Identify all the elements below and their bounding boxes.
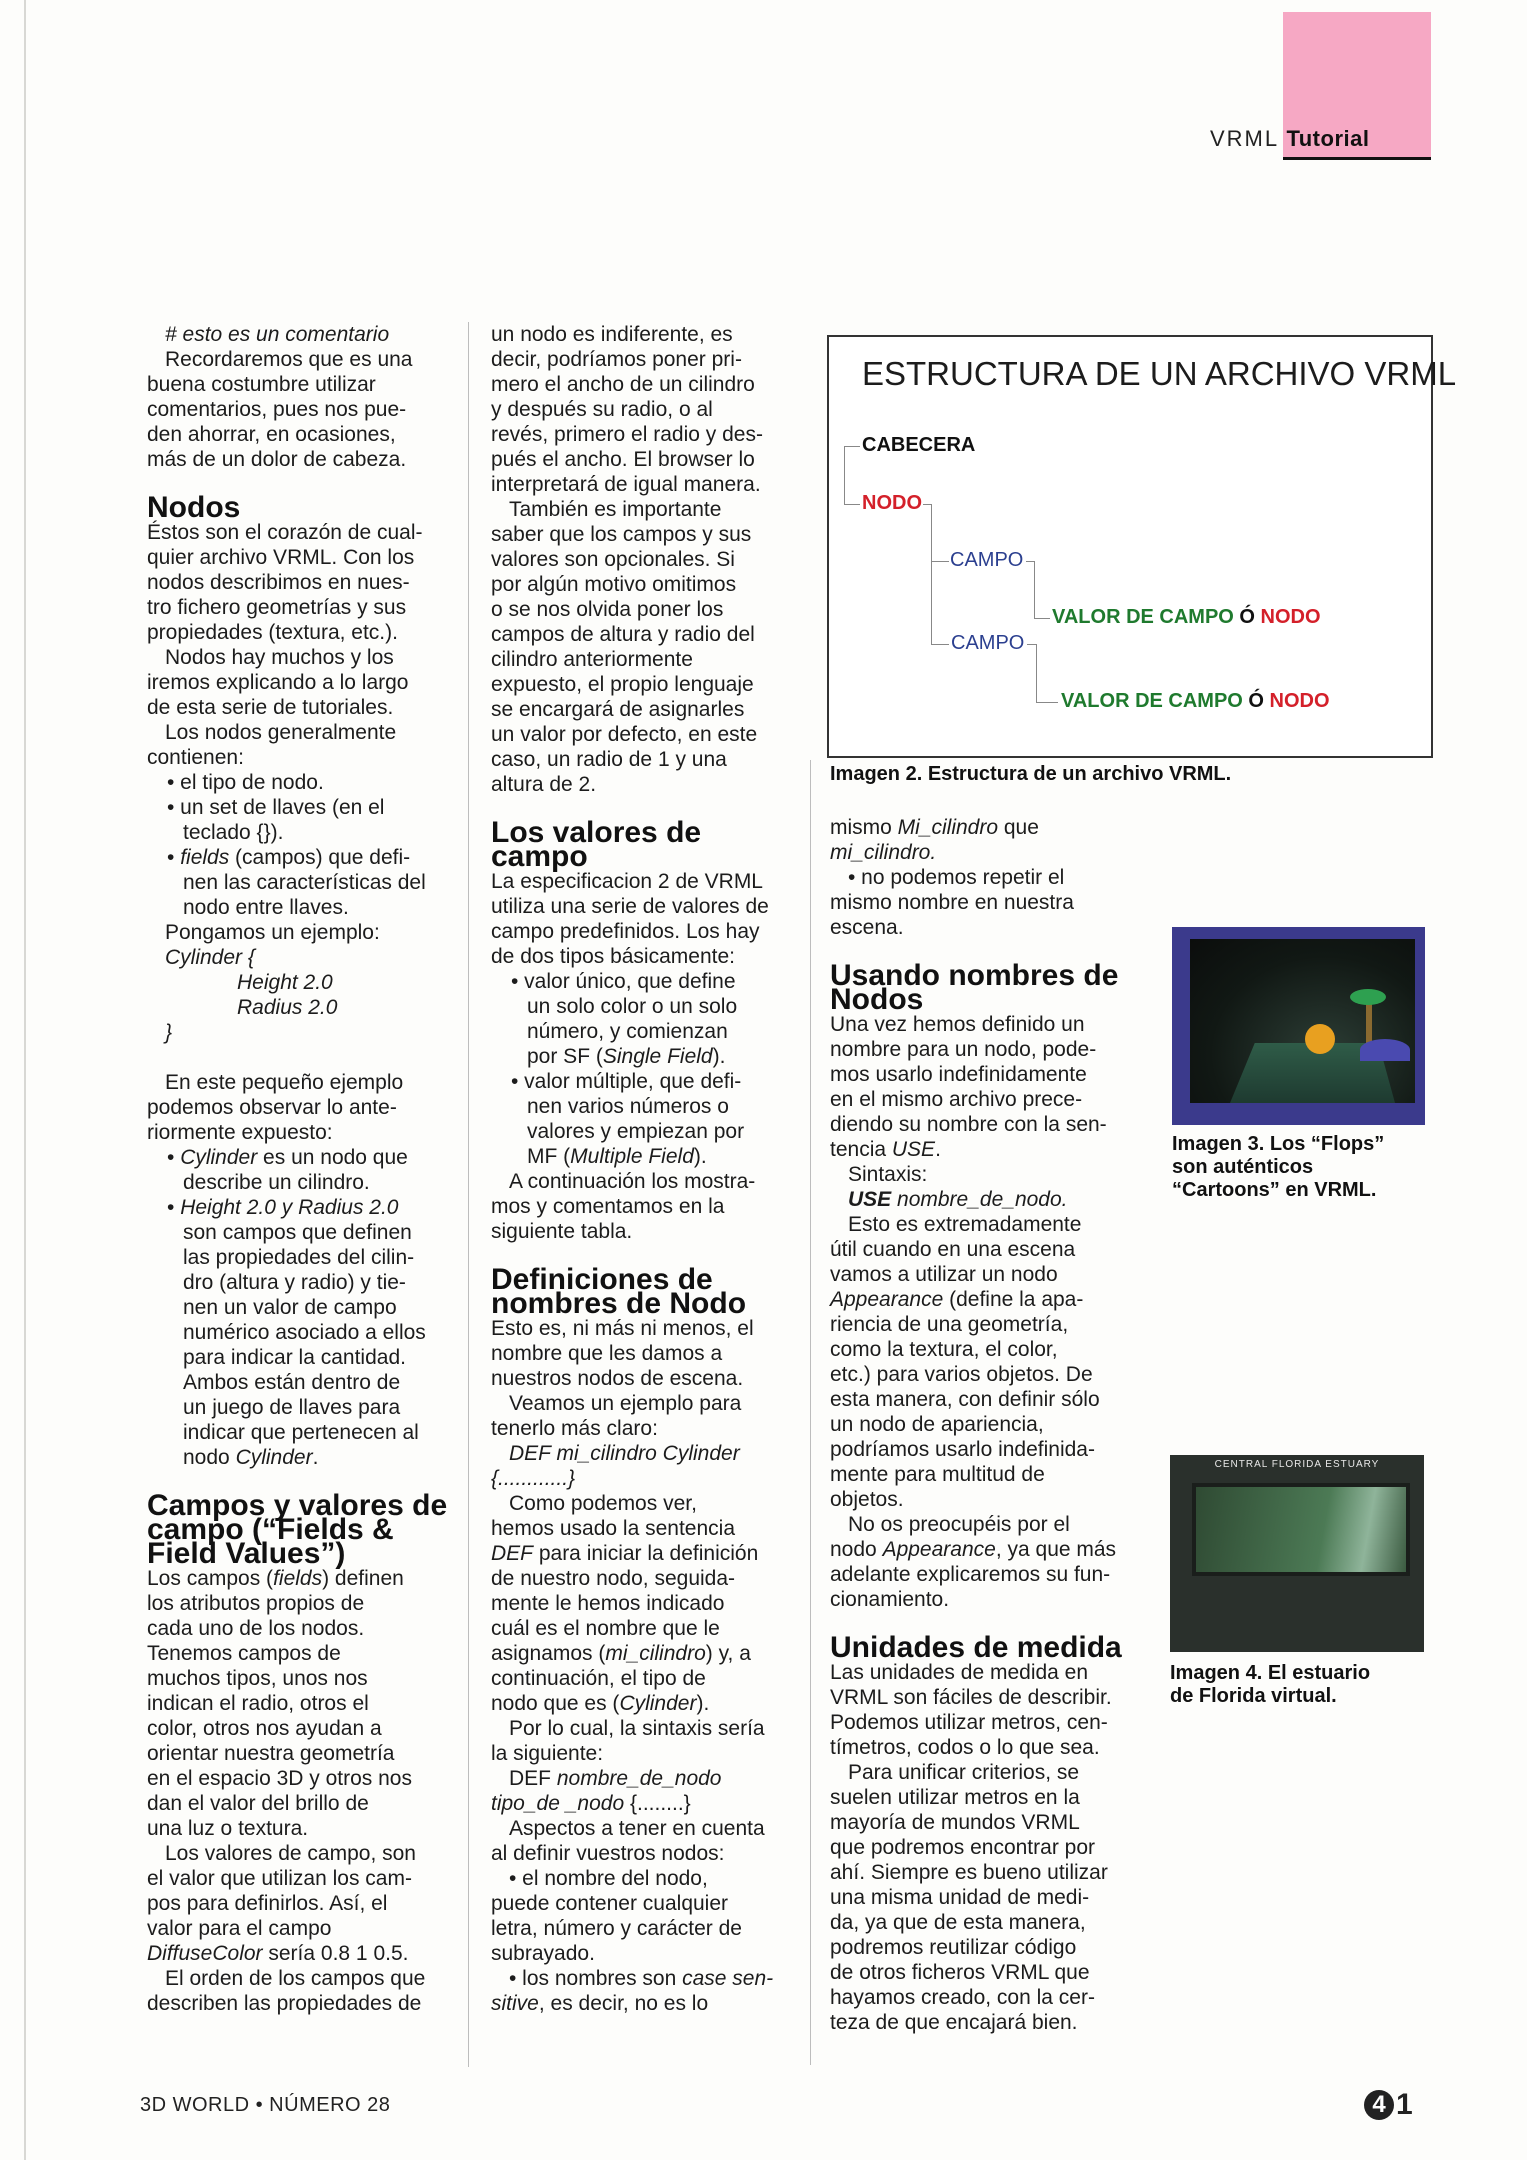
node-label: NODO [1269,690,1330,712]
text-run: Esto es, ni más ni menos, el nombre que les damos a nuestros nodos de escena. [491,1317,754,1390]
spacer [147,1045,457,1070]
paragraph [830,865,1150,940]
text-run: La especificacion 2 de VRML utiliza una serie de valores de campo predefinidos. Los hay de dos tipos básicamente: [491,870,769,968]
text-run: {........} [624,1792,691,1815]
text-run: (define la apa- riencia de una geometría, como la textura, el color, etc.) para varios objetos. De esta manera, con definir sólo un nodo de apariencia, podríamos usarlo indefinida- mente para multitud de objetos. [830,1288,1100,1511]
connector-line [1027,644,1036,645]
text-run: Cylinder { [165,946,255,969]
page-edge [24,0,26,2160]
italic-text-run: Appearance [830,1288,944,1311]
connector-line [844,446,845,504]
or-label: Ó [1239,606,1255,628]
italic-text-run: USE [891,1138,936,1161]
bold-italic-text-run: USE [848,1188,892,1211]
text-run: • [167,846,181,869]
paragraph [830,1760,1150,2035]
text-run: • el nombre del nodo, puede contener cualquier letra, número y carácter de subrayado. [491,1867,742,1965]
paragraph [147,1195,457,1470]
italic-text-run: fields [273,1567,323,1590]
header-rule [1283,157,1431,160]
header-section: VRML [1210,126,1279,151]
text-run: (campos) que defi- nen las características del nodo entre llaves. [183,846,426,919]
paragraph [147,770,457,795]
scene-background [1190,939,1415,1103]
connector-line [923,504,931,505]
italic-text-run: # esto es un comentario [165,323,390,346]
page-number [1364,2088,1413,2122]
connector-line [931,644,949,645]
paragraph [147,645,457,720]
figure-caption-3: Imagen 3. Los “Flops” son auténticos “Cartoons” en VRML. [1172,1133,1385,1201]
or-label: Ó [1248,690,1264,712]
paragraph [830,815,1150,865]
text-run: Unidades de medida [830,1631,1122,1664]
paragraph [491,1441,796,1466]
column-divider [810,760,811,2065]
value-label: VALOR DE CAMPO [1052,606,1234,628]
text-run: DEF [509,1767,557,1790]
paragraph [491,1966,796,2016]
column-divider [468,322,469,2067]
paragraph [491,1766,796,1816]
diagram-value-1 [1052,606,1321,629]
text-run: Éstos son el corazón de cual- quier archivo VRML. Con los nodos describimos en nues- tro fichero geometrías y sus propiedades (textura, etc.). [147,521,423,644]
text-run: , es decir, no es lo [538,1992,709,2015]
paragraph [147,1966,457,2016]
paragraph [147,520,457,645]
italic-text-run: nombre_de_nodo. [891,1188,1068,1211]
italic-text-run: Cylinder [619,1692,697,1715]
italic-text-run: mi_cilindro. [830,841,937,864]
section-heading [491,1263,796,1320]
italic-text-run: Cylinder [235,1446,313,1469]
text-run: que [1003,816,1039,839]
paragraph [830,1512,1150,1612]
text-run: ). [696,1692,710,1715]
text-run: ) definen los atributos propios de cada uno de los nodos. Tenemos campos de muchos tipos, unos nos indican el radio, otros el color, otros nos ayudan a orientar nuestra geometría en el espacio 3D y otros nos dan el valor del brillo de una luz o textura. [147,1567,412,1840]
italic-text-run: Appearance [882,1538,996,1561]
paragraph [491,497,796,797]
italic-text-run: {............} [491,1467,576,1490]
image-title: CENTRAL FLORIDA ESTUARY [1214,1459,1380,1470]
paragraph [147,1020,457,1045]
text-run: mismo [830,816,898,839]
text-run: Nodos hay muchos y los iremos explicando a lo largo de esta serie de tutoriales. [147,646,409,719]
paragraph [830,1660,1150,1760]
text-run: • valor múltiple, que defi- nen varios números o valores y empiezan por MF ( [511,1070,745,1168]
connector-line [1036,702,1058,703]
paragraph [491,1169,796,1244]
text-run: son campos que definen las propiedades del cilin- dro (altura y radio) y tie- nen un valor de campo numérico asociado a ellos para indicar la cantidad. Ambos están dentro de un juego de llaves para indicar que pertenecen al nodo [183,1221,426,1469]
section-heading [147,491,457,524]
text-run: ). [693,1145,707,1168]
text-run: Como podemos ver, hemos usado la sentencia [491,1492,735,1540]
paragraph [147,1070,457,1145]
paragraph [147,1145,457,1195]
text-run: Definiciones de nombres de Nodo [491,1263,747,1320]
value-label: VALOR DE CAMPO [1061,690,1243,712]
connector-line [931,504,932,644]
paragraph [830,1212,1150,1512]
italic-text-run: DEF mi_cilindro Cylinder [509,1442,740,1465]
paragraph [147,720,457,770]
section-heading [147,1489,457,1570]
text-run: Los valores de campo, son el valor que utilizan los cam- pos para definirlos. Así, el valor para el campo [147,1842,416,1940]
paragraph [147,945,457,970]
text-run: Las unidades de medida en VRML son fáciles de describir. Podemos utilizar metros, cen- tímetros, codos o lo que sea. [830,1661,1112,1759]
text-run: Pongamos un ejemplo: [165,921,380,944]
text-run: Sintaxis: [848,1163,928,1186]
palm-trunk [1366,999,1372,1044]
connector-line [1036,644,1037,702]
paragraph [491,1491,796,1716]
section-heading [491,816,796,873]
italic-text-run: Mi_cilindro [897,816,999,839]
paragraph [491,322,796,497]
text-column-2 [491,322,796,2016]
diagram-value-2 [1061,690,1330,713]
paragraph [830,1187,1150,1212]
palm-leaves [1350,989,1386,1005]
text-run: Usando nombres de Nodos [830,959,1119,1016]
florida-estuary-image [1170,1455,1424,1652]
paragraph [147,845,457,920]
paragraph [147,322,457,347]
italic-text-run: case sen- sitive [491,1967,774,2015]
text-run: • no podemos repetir el mismo nombre en nuestra escena. [830,866,1074,939]
text-column-3 [830,815,1150,2035]
text-run: un nodo es indiferente, es decir, podríamos poner pri- mero el ancho de un cilindro y después su radio, o al revés, primero el radio y des- pués el ancho. El browser lo interpretará de igual manera. [491,323,763,496]
italic-text-run: fields [180,846,230,869]
text-run: ) y, a continuación, el tipo de nodo que es ( [491,1642,751,1715]
paragraph [491,1466,796,1491]
node-label: NODO [1260,606,1321,628]
text-run: } [165,1021,173,1044]
running-header [1210,126,1369,152]
paragraph [147,970,457,1020]
estuary-scene [1192,1483,1410,1576]
page-number-digit: 1 [1396,2088,1413,2121]
italic-text-run: Multiple Field [570,1145,694,1168]
paragraph [491,1316,796,1391]
connector-line [931,561,949,562]
paragraph [147,1841,457,1966]
connector-line [1034,618,1050,619]
text-run: Esto es extremadamente útil cuando en una escena vamos a utilizar un nodo [830,1213,1082,1286]
figure-caption-2: Imagen 2. Estructura de un archivo VRML. [830,763,1232,785]
text-run: Una vez hemos definido un nombre para un nodo, pode- mos usarlo indefinidamente en el mismo archivo prece- diendo su nombre con la sen- tencia [830,1013,1107,1161]
italic-text-run: DEF [491,1542,533,1565]
text-run: Veamos un ejemplo para tenerlo más claro: [491,1392,742,1440]
italic-text-run: mi_cilindro [605,1642,706,1665]
text-run: para iniciar la definición de nuestro nodo, seguida- mente le hemos indicado cuál es el nombre que le asignamos ( [491,1542,759,1665]
paragraph [491,1866,796,1966]
magazine-footer: 3D WORLD • NÚMERO 28 [140,2094,391,2116]
connector-line [844,446,860,447]
diagram-field-1: CAMPO [950,549,1024,571]
text-run: En este pequeño ejemplo podemos observar lo ante- riormente expuesto: [147,1071,404,1144]
connector-line [1026,561,1034,562]
text-run: También es importante saber que los campos y sus valores son opcionales. Si por algún motivo omitimos o se nos olvida poner los campos de altura y radio del cilindro anteriormente expuesto, el propio lenguaje se encargará de asignarles un valor por defecto, en este caso, un radio de 1 y una altura de 2. [491,498,758,796]
scene-dome [1360,1039,1410,1061]
text-run: • [167,1146,181,1169]
text-run: • [167,1196,181,1219]
italic-text-run: Cylinder [180,1146,258,1169]
text-run: sería 0.8 1 0.5. [262,1942,409,1965]
italic-text-run: nombre_de_nodo tipo_de _nodo [491,1767,722,1815]
paragraph [830,1012,1150,1162]
section-heading [830,1631,1150,1664]
paragraph [491,969,796,1069]
text-run: • el tipo de nodo. [167,771,324,794]
text-run: , ya que más adelante explicaremos su fun- cionamiento. [830,1538,1117,1611]
text-run: ). [712,1045,726,1068]
paragraph [491,1391,796,1441]
diagram-node: NODO [862,492,922,514]
diagram-header: CABECERA [862,434,976,456]
connector-line [844,504,860,505]
header-label: Tutorial [1286,126,1370,151]
text-run: Los campos ( [147,1567,274,1590]
text-run: Para unificar criterios, se suelen utilizar metros en la mayoría de mundos VRML que podremos encontrar por ahí. Siempre es bueno utilizar una misma unidad de medi- da, ya que de esta manera, podremos reutilizar código de otros ficheros VRML que hayamos creado, con la cer- teza de que encajará bien. [830,1761,1108,2034]
connector-line [1034,561,1035,618]
flops-cartoon-image [1172,927,1425,1125]
text-run: Por lo cual, la sintaxis sería la siguiente: [491,1717,765,1765]
diagram-title: ESTRUCTURA DE UN ARCHIVO VRML [862,355,1457,392]
italic-text-run: Height 2.0 y Radius 2.0 [180,1196,399,1219]
section-heading [830,959,1150,1016]
italic-text-run: Single Field [602,1045,713,1068]
text-run: . [935,1138,941,1161]
paragraph [491,1069,796,1169]
text-run: Height 2.0 Radius 2.0 [237,971,338,1019]
paragraph [491,869,796,969]
text-run: A continuación los mostra- mos y comentamos en la siguiente tabla. [491,1170,756,1243]
paragraph [147,1566,457,1841]
paragraph [491,1716,796,1766]
text-run: Los valores de campo [491,816,702,873]
vrml-structure-diagram [827,335,1457,758]
text-run: Aspectos a tener en cuenta al definir vuestros nodos: [491,1817,765,1865]
text-run: Nodos [147,491,241,524]
paragraph [147,795,457,845]
text-run: El orden de los campos que describen las propiedades de [147,1967,426,2015]
flop-character [1305,1024,1335,1054]
paragraph [147,920,457,945]
paragraph [491,1816,796,1866]
paragraph [830,1162,1150,1187]
text-run: es un nodo que describe un cilindro. [183,1146,408,1194]
text-run: No os preocupéis por el nodo [830,1513,1070,1561]
figure-caption-4: Imagen 4. El estuario de Florida virtual. [1170,1662,1371,1707]
text-run: • un set de llaves (en el teclado {}). [167,796,385,844]
text-run: • los nombres son [509,1967,683,1990]
text-run: Los nodos generalmente contienen: [147,721,397,769]
paragraph [147,347,457,472]
text-run: Campos y valores de campo (“Fields & Field Values”) [147,1489,448,1570]
page-number-circled-digit: 4 [1364,2090,1394,2120]
text-column-1 [147,322,457,2016]
text-run: • valor único, que define un solo color o un solo número, y comienzan por SF ( [511,970,738,1068]
text-run: Recordaremos que es una buena costumbre utilizar comentarios, pues nos pue- den ahorrar, en ocasiones, más de un dolor de cabeza. [147,348,413,471]
diagram-field-2: CAMPO [951,632,1025,654]
italic-text-run: DiffuseColor [147,1942,263,1965]
text-run: . [312,1446,319,1469]
